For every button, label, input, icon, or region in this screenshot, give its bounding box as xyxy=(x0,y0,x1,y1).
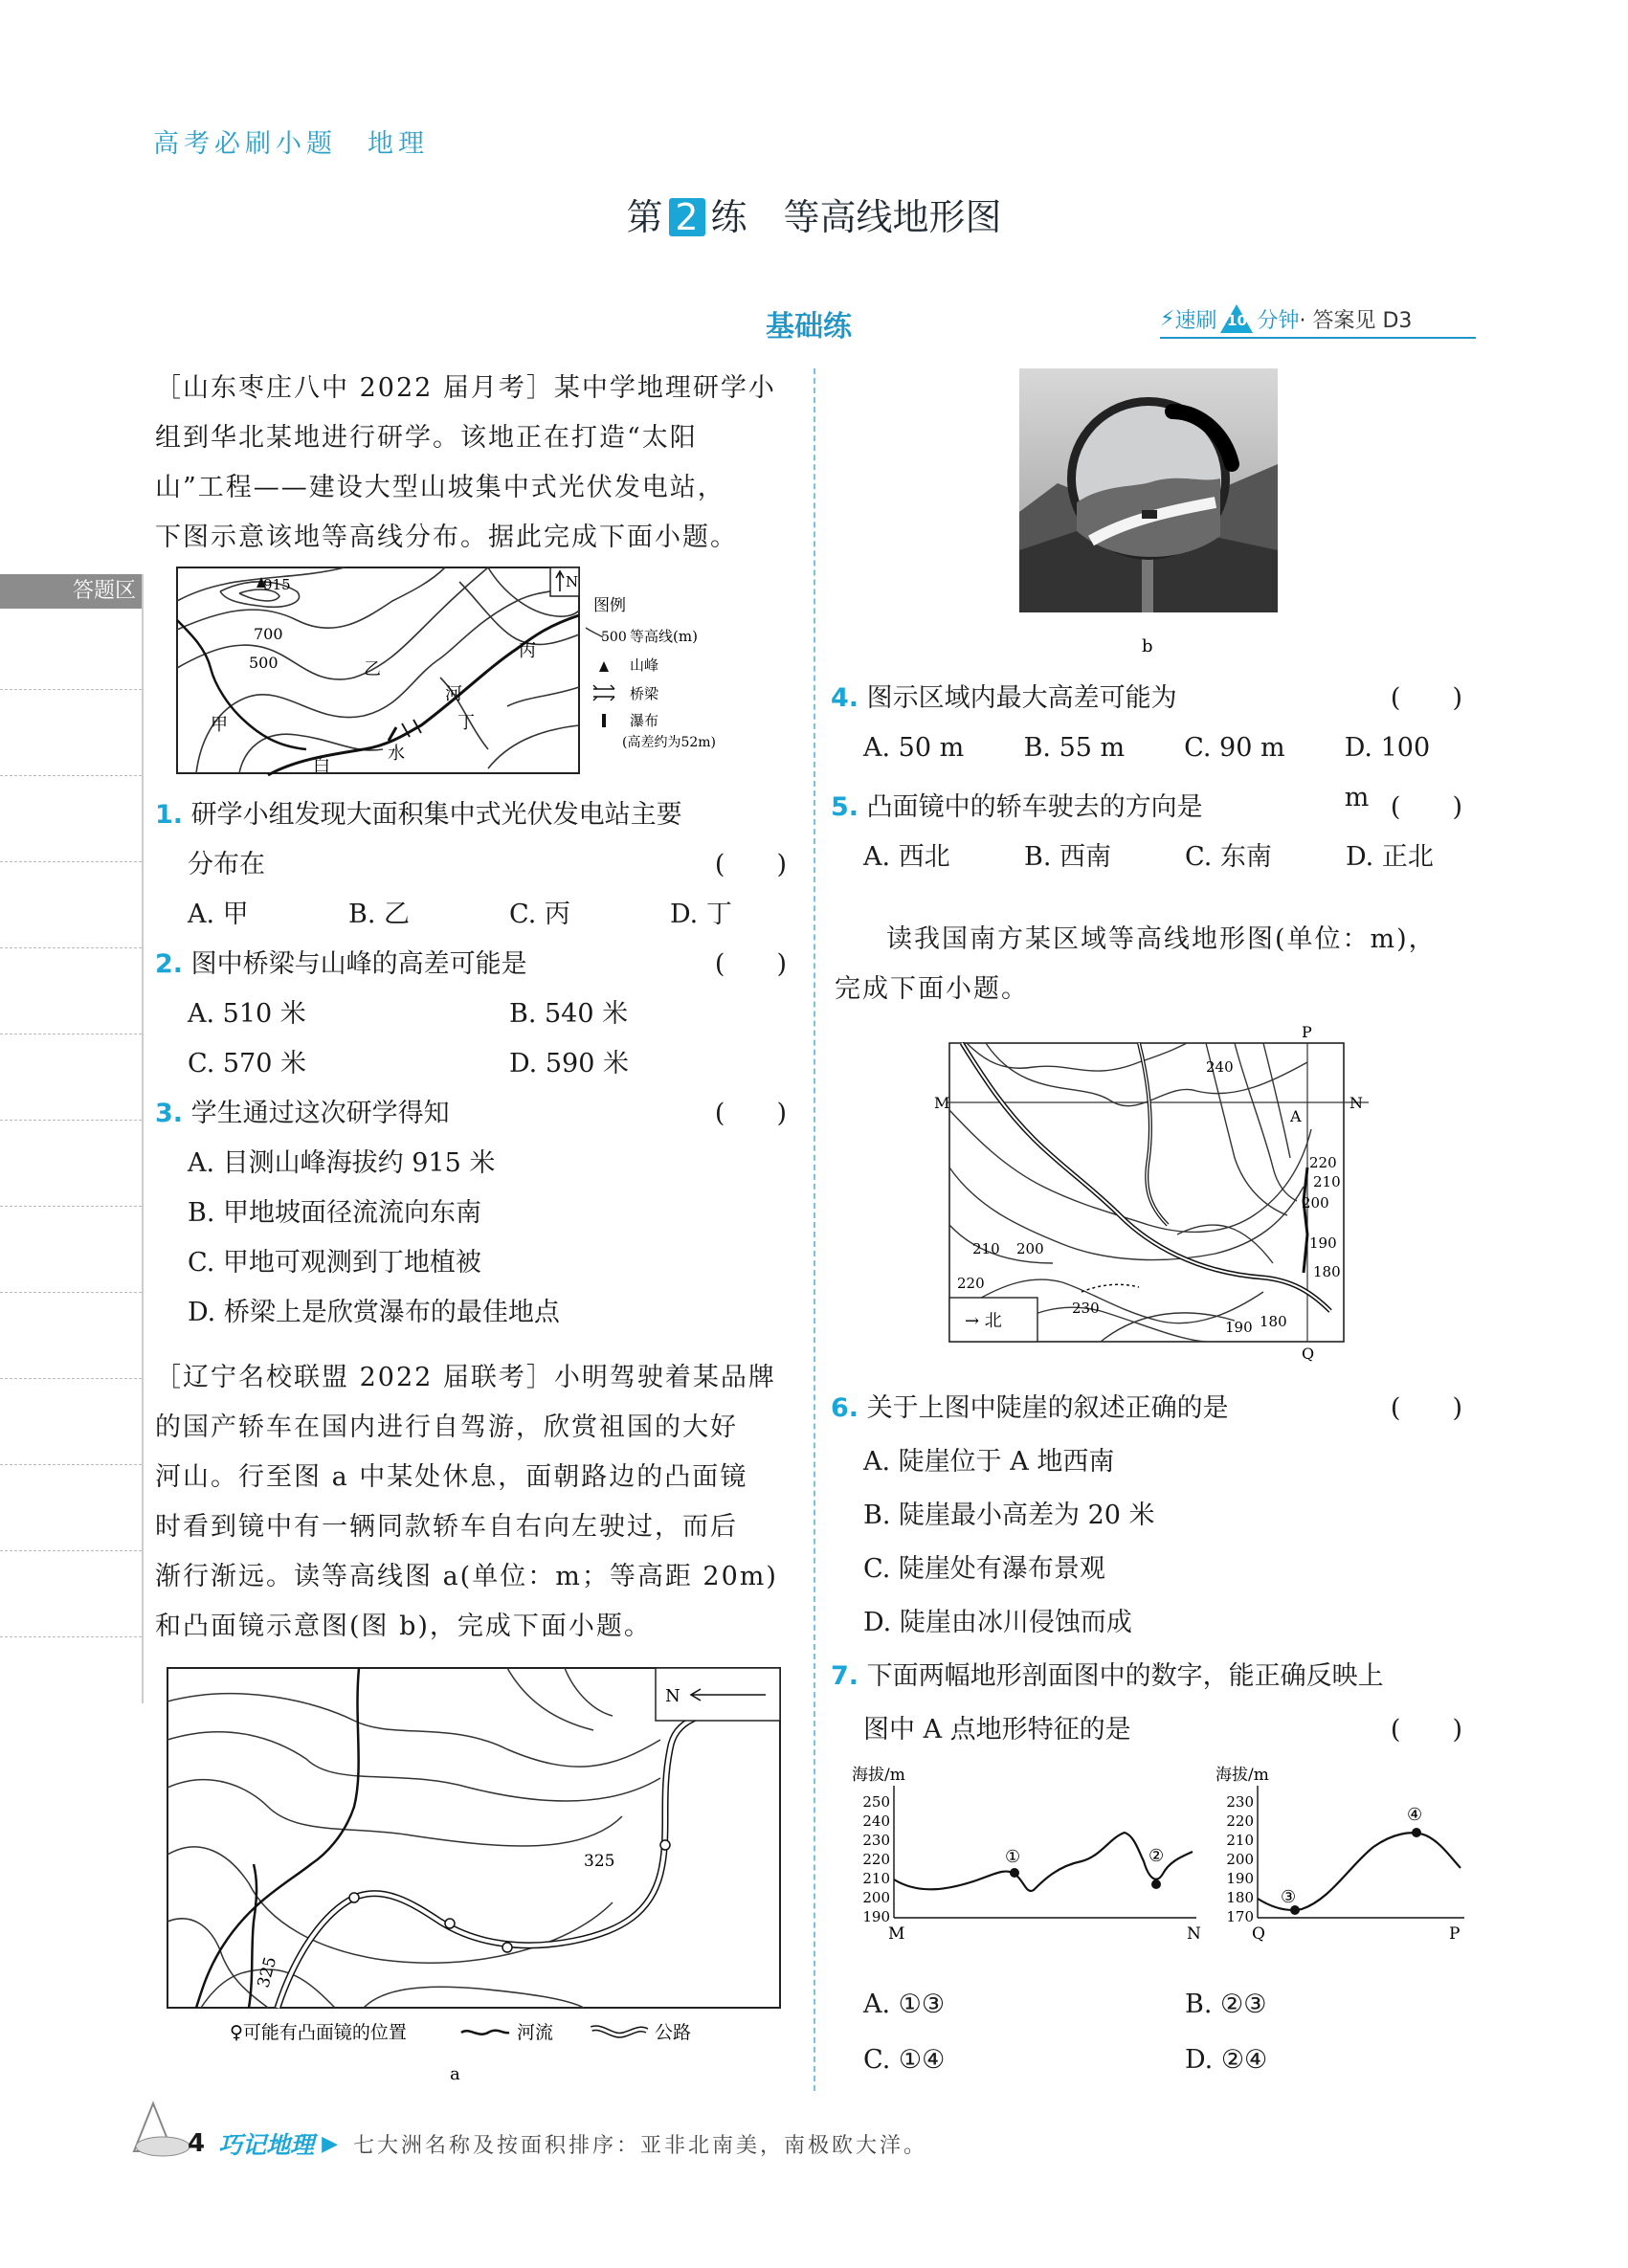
answer-blank[interactable]: ( ) xyxy=(1390,792,1462,822)
answer-line xyxy=(0,1464,142,1465)
profile-left-ylabel: 海拔/m xyxy=(852,1766,905,1785)
label-P: P xyxy=(1302,1023,1312,1041)
option-d[interactable]: D. ②④ xyxy=(1185,2045,1268,2075)
contour-325-b: 325 xyxy=(254,1954,281,1990)
label-M: M xyxy=(934,1094,950,1112)
tick-label: 230 xyxy=(862,1832,890,1849)
option-c[interactable]: C. 甲地可观测到丁地植被 xyxy=(188,1248,481,1278)
lesson-number: 2 xyxy=(669,198,705,236)
speed-badge xyxy=(1160,302,1476,339)
passage-line: 下图示意该地等高线分布。据此完成下面小题。 xyxy=(155,523,738,552)
question-number: 3. xyxy=(155,1099,184,1128)
option-b[interactable]: B. 55 m xyxy=(1023,733,1126,763)
option-a[interactable]: A. 510 米 xyxy=(188,999,306,1029)
contour-210-left: 210 xyxy=(972,1240,1000,1257)
cliff-symbol xyxy=(1082,1284,1139,1292)
passage-line: 读我国南方某区域等高线地形图(单位：m)， xyxy=(886,924,1437,954)
option-d[interactable]: D. 正北 xyxy=(1346,842,1434,872)
marker-1 xyxy=(1010,1868,1019,1878)
question-7 xyxy=(831,1650,1462,1757)
contour-190-right: 190 xyxy=(1309,1234,1337,1252)
tick-label: 180 xyxy=(1226,1889,1254,1906)
section-title: 基础练 xyxy=(766,310,852,344)
place-he: 河 xyxy=(445,684,462,704)
legend-river-icon xyxy=(461,2031,509,2035)
title-prefix: 第 xyxy=(626,196,663,238)
tick-label: 250 xyxy=(862,1793,890,1811)
option-b[interactable]: B. 540 米 xyxy=(509,999,629,1029)
column-divider xyxy=(814,368,815,2091)
option-b[interactable]: B. ②③ xyxy=(1185,1990,1267,2019)
place-jia: 甲 xyxy=(211,715,228,735)
option-a[interactable]: A. ①③ xyxy=(863,1990,946,2019)
legend-contour: 等高线(m) xyxy=(630,628,698,645)
passage-line: 山”工程——建设大型山坡集中式光伏发电站， xyxy=(155,473,725,502)
label-N: N xyxy=(1349,1094,1363,1112)
legend-waterfall-note: (高差约为52m) xyxy=(622,735,717,750)
title-suffix: 练 等高线地形图 xyxy=(710,196,1002,238)
tick-label: 200 xyxy=(862,1889,890,1906)
play-arrow-icon: ▶ xyxy=(322,2131,339,2156)
intro-passage-2 xyxy=(155,1353,796,1652)
contour-map-2 xyxy=(934,1023,1369,1363)
figure-caption-a: a xyxy=(450,2064,460,2084)
passage-line: 组到华北某地进行研学。该地正在打造“太阳 xyxy=(155,423,698,453)
answer-line xyxy=(0,775,142,776)
contour-240: 240 xyxy=(1206,1058,1234,1076)
speed-label: 速刷 xyxy=(1174,308,1217,333)
answer-area-tab: 答题区 xyxy=(0,574,142,609)
tick-label: 190 xyxy=(862,1908,890,1925)
legend-waterfall: 瀑布 xyxy=(630,712,659,729)
answer-area[interactable] xyxy=(0,574,144,1703)
passage-line: 河山。行至图 a 中某处休息，面朝路边的凸面镜 xyxy=(155,1462,748,1492)
profile-left-x1: N xyxy=(1187,1924,1201,1944)
question-1 xyxy=(155,790,787,940)
answer-ref: · 答案见 D3 xyxy=(1299,308,1413,333)
answer-line xyxy=(0,1292,142,1293)
tick-label: 220 xyxy=(1226,1812,1254,1830)
page-number: 4 xyxy=(188,2129,206,2158)
option-a[interactable]: A. 甲 xyxy=(188,900,249,929)
legend-mirror: ♀可能有凸面镜的位置 xyxy=(230,2022,407,2043)
marker-2 xyxy=(1151,1879,1161,1889)
speed-minutes: 10 xyxy=(1227,312,1247,329)
marker-4-label: ④ xyxy=(1407,1805,1423,1825)
rocket-icon: ⚡ xyxy=(1160,306,1175,331)
answer-blank[interactable]: ( ) xyxy=(1390,1393,1462,1423)
contour-200-right: 200 xyxy=(1302,1194,1329,1212)
question-text: 图示区域内最大高差可能为 xyxy=(866,683,1177,713)
question-text: 凸面镜中的轿车驶去的方向是 xyxy=(866,792,1203,822)
book-series: 高考必刷小题 地理 xyxy=(153,129,429,159)
contour-190-bottom: 190 xyxy=(1225,1319,1253,1336)
tick-label: 220 xyxy=(862,1851,890,1868)
contour-230: 230 xyxy=(1072,1300,1100,1317)
contour-325-a: 325 xyxy=(584,1852,615,1871)
profile-left-x0: M xyxy=(888,1924,905,1944)
contour-200-left: 200 xyxy=(1016,1240,1044,1257)
question-number: 5. xyxy=(831,792,859,822)
tick-label: 230 xyxy=(1226,1793,1254,1811)
marker-2-label: ② xyxy=(1149,1846,1165,1866)
option-d[interactable]: D. 桥梁上是欣赏瀑布的最佳地点 xyxy=(188,1298,560,1327)
figure-caption-b: b xyxy=(1142,636,1153,656)
mirror-location xyxy=(660,1840,670,1850)
page-title xyxy=(0,188,1628,240)
terrain-profiles xyxy=(852,1761,1464,1944)
answer-line xyxy=(0,1120,142,1121)
question-text: 分布在 xyxy=(188,850,265,879)
question-number: 2. xyxy=(155,949,184,979)
legend-peak: 山峰 xyxy=(630,656,659,674)
profile-right-ylabel: 海拔/m xyxy=(1215,1766,1269,1785)
option-d[interactable]: D. 丁 xyxy=(670,900,732,929)
marker-1-label: ① xyxy=(1005,1847,1021,1867)
answer-blank[interactable]: ( ) xyxy=(714,850,787,879)
option-d[interactable]: D. 590 米 xyxy=(509,1049,629,1078)
answer-blank[interactable]: ( ) xyxy=(714,949,787,979)
contour-220-left: 220 xyxy=(957,1275,985,1292)
marker-3-label: ③ xyxy=(1281,1887,1297,1907)
profile-right-x1: P xyxy=(1449,1924,1461,1944)
contour-700: 700 xyxy=(254,625,283,643)
option-c[interactable]: C. 570 米 xyxy=(188,1049,306,1078)
intro-passage-3 xyxy=(835,915,1466,1014)
legend-road: 公路 xyxy=(655,2022,692,2043)
passage-line: ［辽宁名校联盟 2022 届联考］小明驾驶着某品牌 xyxy=(155,1363,776,1392)
question-3 xyxy=(155,1089,787,1338)
option-a[interactable]: A. 西北 xyxy=(863,842,950,872)
legend-bridge-icon xyxy=(593,685,614,700)
tick-label: 210 xyxy=(862,1870,890,1887)
place-bing: 丙 xyxy=(519,641,536,661)
place-ding: 丁 xyxy=(457,713,475,733)
contour-220-right: 220 xyxy=(1309,1154,1337,1171)
option-d[interactable]: D. 陡崖由冰川侵蚀而成 xyxy=(863,1608,1132,1637)
label-A: A xyxy=(1290,1107,1302,1125)
option-b[interactable]: B. 乙 xyxy=(348,900,411,929)
question-text: 关于上图中陡崖的叙述正确的是 xyxy=(866,1393,1229,1423)
legend-peak-icon xyxy=(599,661,609,672)
option-b[interactable]: B. 甲地坡面径流流向东南 xyxy=(188,1198,482,1228)
place-yi: 乙 xyxy=(364,659,381,679)
question-number: 1. xyxy=(155,800,184,830)
contour-map-1 xyxy=(172,563,785,783)
place-bai: 白 xyxy=(313,756,330,776)
road-outer xyxy=(278,1706,756,2008)
passage-line: 时看到镜中有一辆同款轿车自右向左驶过，而后 xyxy=(155,1512,738,1542)
contour-180-bottom: 180 xyxy=(1260,1313,1287,1330)
option-c[interactable]: C. 丙 xyxy=(509,900,570,929)
question-text: 研学小组发现大面积集中式光伏发电站主要 xyxy=(190,800,682,830)
question-7-options xyxy=(863,1977,1457,2088)
question-number: 6. xyxy=(831,1393,859,1423)
label-Q: Q xyxy=(1302,1345,1315,1363)
place-shui: 水 xyxy=(388,744,405,764)
question-text: 学生通过这次研学得知 xyxy=(190,1099,450,1128)
passage-line: ［山东枣庄八中 2022 届月考］某中学地理研学小 xyxy=(155,373,776,403)
north-label: N xyxy=(566,573,579,590)
option-b[interactable]: B. 西南 xyxy=(1024,842,1112,872)
contour-500: 500 xyxy=(249,654,279,672)
tick-label: 240 xyxy=(862,1812,890,1830)
answer-line xyxy=(0,689,142,690)
answer-line xyxy=(0,947,142,948)
question-5 xyxy=(831,783,1462,882)
peak-elevation: 915 xyxy=(263,576,291,593)
question-2 xyxy=(155,940,787,1089)
option-d[interactable]: D. 100 m xyxy=(1344,733,1431,812)
question-text: 下面两幅地形剖面图中的数字，能正确反映上 xyxy=(866,1661,1384,1691)
convex-mirror-photo xyxy=(1019,368,1278,660)
north-label: → 北 xyxy=(965,1311,1002,1331)
legend-bridge: 桥梁 xyxy=(630,685,659,702)
speed-unit: 分钟 xyxy=(1257,308,1300,333)
question-number: 7. xyxy=(831,1661,859,1691)
option-a[interactable]: A. 50 m xyxy=(863,733,965,763)
contour-map-a xyxy=(163,1663,785,2084)
triangle-badge xyxy=(1220,304,1253,333)
intro-passage-1 xyxy=(155,364,796,563)
answer-blank[interactable]: ( ) xyxy=(714,1099,787,1128)
mirror-location xyxy=(502,1943,512,1952)
profile-right xyxy=(1215,1766,1464,1944)
answer-blank[interactable]: ( ) xyxy=(1390,683,1462,713)
legend-river: 河流 xyxy=(517,2022,554,2043)
question-number: 4. xyxy=(831,683,859,713)
answer-line xyxy=(0,861,142,862)
option-c[interactable]: C. 90 m xyxy=(1184,733,1285,763)
passage-line: 和凸面镜示意图(图 b)，完成下面小题。 xyxy=(155,1612,652,1641)
option-b[interactable]: B. 陡崖最小高差为 20 米 xyxy=(863,1501,1155,1530)
option-a[interactable]: A. 目测山峰海拔约 915 米 xyxy=(188,1148,496,1178)
legend-title: 图例 xyxy=(593,596,626,615)
footer-tip: 七大洲名称及按面积排序：亚非北南美，南极欧大洋。 xyxy=(353,2133,928,2158)
legend-contour-value: 500 xyxy=(601,630,627,645)
profile-left xyxy=(852,1766,1201,1944)
contour-210-right: 210 xyxy=(1313,1173,1341,1190)
option-c[interactable]: C. ①④ xyxy=(863,2045,946,2075)
passage-line: 渐行渐远。读等高线图 a(单位：m；等高距 20m) xyxy=(155,1562,778,1591)
profile-right-x0: Q xyxy=(1252,1924,1265,1944)
option-c[interactable]: C. 东南 xyxy=(1185,842,1272,872)
mirror-location xyxy=(445,1919,455,1928)
footer-brand: 巧记地理 xyxy=(218,2131,315,2159)
passage-line: 完成下面小题。 xyxy=(835,974,1029,1004)
tick-label: 190 xyxy=(1226,1870,1254,1887)
question-6 xyxy=(831,1382,1462,1650)
mirror-location xyxy=(349,1893,359,1902)
answer-blank[interactable]: ( ) xyxy=(1390,1715,1462,1745)
answer-line xyxy=(0,1378,142,1379)
answer-line xyxy=(0,1636,142,1637)
tick-label: 170 xyxy=(1226,1908,1254,1925)
options xyxy=(155,890,787,940)
north-label: N xyxy=(665,1686,680,1706)
marker-4 xyxy=(1412,1828,1421,1837)
option-a[interactable]: A. 陡崖位于 A 地西南 xyxy=(863,1447,1115,1477)
footer xyxy=(188,2126,927,2161)
answer-line xyxy=(0,1206,142,1207)
passage-line: 的国产轿车在国内进行自驾游，欣赏祖国的大好 xyxy=(155,1412,738,1442)
option-c[interactable]: C. 陡崖处有瀑布景观 xyxy=(863,1554,1105,1584)
answer-line xyxy=(0,1550,142,1551)
question-text: 图中桥梁与山峰的高差可能是 xyxy=(190,949,527,979)
contour-180-right: 180 xyxy=(1313,1263,1341,1280)
question-text: 图中 A 点地形特征的是 xyxy=(863,1715,1131,1745)
tick-label: 200 xyxy=(1226,1851,1254,1868)
river-line xyxy=(196,1668,359,2008)
tick-label: 210 xyxy=(1226,1832,1254,1849)
